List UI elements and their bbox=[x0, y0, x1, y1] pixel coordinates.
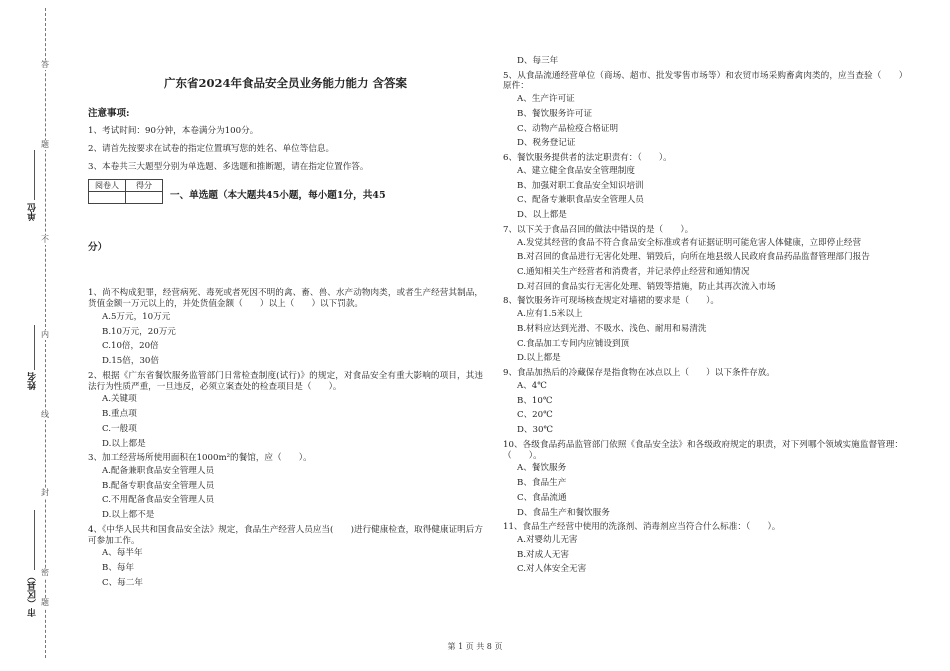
question-option: C.食品加工专间内应铺设到顶 bbox=[517, 338, 630, 349]
score-header: 得分 bbox=[126, 180, 163, 192]
score-cell[interactable] bbox=[126, 192, 163, 204]
question-option: B.配备专职食品安全管理人员 bbox=[102, 480, 215, 491]
question-option: A、每半年 bbox=[102, 548, 143, 559]
question-block bbox=[88, 288, 483, 366]
question-option: B.对成人无害 bbox=[517, 549, 570, 560]
question-stem: 9、食品加热后的冷藏保存是指食物在冰点以上（ ）以下条件存放。 bbox=[503, 368, 775, 379]
question-option: C、配备专兼职食品安全管理人员 bbox=[517, 195, 644, 206]
unit-label: 单位 bbox=[28, 203, 38, 221]
binding-strip bbox=[28, 0, 58, 671]
question-option: A、餐饮服务 bbox=[517, 463, 567, 474]
notice-item: 1、考试时间：90分钟，本卷满分为100分。 bbox=[88, 126, 259, 137]
question-block bbox=[503, 225, 903, 293]
question-block bbox=[88, 453, 483, 521]
reviewer-header: 阅卷人 bbox=[89, 180, 126, 192]
question-option: D、以上都是 bbox=[517, 210, 567, 221]
notice-item: 2、请首先按要求在试卷的指定位置填写您的姓名、单位等信息。 bbox=[88, 143, 335, 154]
question-option: B.10万元，20万元 bbox=[102, 326, 176, 337]
question-option: A.对婴幼儿无害 bbox=[517, 534, 578, 545]
question-block bbox=[503, 71, 903, 149]
left-question-list bbox=[88, 288, 483, 588]
question-stem: 8、餐饮服务许可现场核查规定对墙裙的要求是（ ）。 bbox=[503, 296, 720, 307]
question-block bbox=[503, 153, 903, 221]
unit-fill-line bbox=[34, 150, 35, 200]
binding-char: 答 bbox=[41, 60, 49, 69]
question-stem: 2、根据《广东省餐饮服务监管部门日常检查制度(试行)》的规定，对食品安全有重大影响的项目，其违法行为性质严重，一旦违反，必须立案查处的检查项目是（ ）。 bbox=[88, 370, 483, 392]
reviewer-cell[interactable] bbox=[89, 192, 126, 204]
question-option: D.以上都是 bbox=[517, 353, 561, 364]
question-option: A.关键项 bbox=[102, 394, 137, 405]
question-option: C.通知相关生产经营者和消费者，并记录停止经营和通知情况 bbox=[517, 267, 750, 278]
question-option: B.重点项 bbox=[102, 409, 137, 420]
question-option: C.10倍，20倍 bbox=[102, 341, 159, 352]
question-block bbox=[503, 522, 903, 575]
binding-char: 封 bbox=[41, 488, 49, 497]
question-block bbox=[503, 296, 903, 364]
question-option: B、加强对职工食品安全知识培训 bbox=[517, 180, 644, 191]
question-option: B、10℃ bbox=[517, 395, 553, 406]
question-option: C.一般项 bbox=[102, 423, 137, 434]
question-option: D.对召回的食品实行无害化处理、销毁等措施，防止其再次流入市场 bbox=[517, 281, 776, 292]
question-block bbox=[88, 371, 483, 449]
name-label: 姓名 bbox=[28, 372, 38, 390]
question-option: D、每三年 bbox=[517, 56, 559, 66]
question-option: D.15倍，30倍 bbox=[102, 356, 159, 367]
question-option: A.发觉其经营的食品不符合食品安全标准或者有证据证明可能危害人体健康，立即停止经营 bbox=[517, 237, 862, 248]
question-stem: 11、食品生产经营中使用的洗涤剂、消毒剂应当符合什么标准：（ ）。 bbox=[503, 522, 781, 533]
section-heading-tail: 分） bbox=[88, 242, 108, 254]
right-question-list bbox=[503, 71, 903, 575]
exam-title: 广东省2024年食品安全员业务能力能力 含答案 bbox=[163, 76, 407, 90]
question-option: D、食品生产和餐饮服务 bbox=[517, 507, 610, 518]
question-block bbox=[503, 440, 903, 518]
question-option: B、每年 bbox=[102, 563, 135, 574]
right-column bbox=[503, 56, 903, 579]
question-option: C、每二年 bbox=[102, 577, 143, 588]
question-option: C.不用配备食品安全管理人员 bbox=[102, 495, 215, 506]
question-option: A.5万元，10万元 bbox=[102, 311, 171, 322]
binding-char: 线 bbox=[41, 410, 49, 419]
name-fill-line bbox=[34, 325, 35, 370]
binding-char: 题 bbox=[41, 140, 49, 149]
district-label: 市（区县） bbox=[28, 572, 38, 617]
question-stem: 1、尚不构成犯罪，经营病死、毒死或者死因不明的禽、畜、兽、水产动物肉类，或者生产经营其制品，货值金额一万元以上的，并处货值金额（ ）以上（ ）以下罚款。 bbox=[88, 288, 483, 310]
question-option: C、20℃ bbox=[517, 410, 553, 421]
question-option: A、建立健全食品安全管理制度 bbox=[517, 165, 635, 176]
notice-item: 3、本卷共三大题型分别为单选题、多选题和推断题，请在指定位置作答。 bbox=[88, 161, 369, 172]
question-option: B、食品生产 bbox=[517, 478, 567, 489]
question-block bbox=[88, 525, 483, 589]
question-option: B.对召回的食品进行无害化处理、销毁后，向所在地县级人民政府食品药品监督管理部门报告 bbox=[517, 252, 870, 263]
question-option: C、动物产品检疫合格证明 bbox=[517, 123, 619, 134]
question-stem: 7、以下关于食品召回的做法中错误的是（ ）。 bbox=[503, 224, 694, 235]
question-stem: 10、各级食品药品监管部门依照《食品安全法》和各级政府规定的职责，对下列哪个领域实施监督管理：（ ）。 bbox=[503, 439, 903, 461]
question-option: D.以上都是 bbox=[102, 438, 146, 449]
question-option: A、生产许可证 bbox=[517, 94, 575, 105]
question-block bbox=[503, 368, 903, 436]
binding-char: 内 bbox=[41, 330, 49, 339]
question-stem: 6、餐饮服务提供者的法定职责有：（ ）。 bbox=[503, 153, 672, 164]
question-option: A.应有1.5米以上 bbox=[517, 309, 583, 320]
question-stem: 5、从食品流通经营单位（商场、超市、批发零售市场等）和农贸市场采购畜禽肉类的，应当查验（ ）原件： bbox=[503, 70, 903, 92]
question-option: D.以上都不是 bbox=[102, 510, 155, 521]
binding-char: 题 bbox=[41, 598, 49, 607]
question-option: C、食品流通 bbox=[517, 492, 567, 503]
left-column bbox=[88, 68, 483, 593]
question-option: A.配备兼职食品安全管理人员 bbox=[102, 465, 215, 476]
question-option: B.材料应达到光滑、不吸水、浅色、耐用和易清洗 bbox=[517, 323, 707, 334]
section-heading: 一、单选题（本大题共45小题，每小题1分，共45 bbox=[170, 190, 386, 202]
question-option: C.对人体安全无害 bbox=[517, 564, 587, 575]
question-option: D、30℃ bbox=[517, 425, 554, 436]
notice-heading: 注意事项: bbox=[88, 108, 130, 120]
page-footer: 第 1 页 共 8 页 bbox=[447, 642, 503, 651]
question-option: B、餐饮服务许可证 bbox=[517, 108, 593, 119]
binding-char: 不 bbox=[41, 235, 49, 244]
score-table bbox=[88, 179, 163, 204]
notice-section bbox=[88, 108, 483, 172]
question-option: A、4℃ bbox=[517, 380, 547, 391]
question-option: D、税务登记证 bbox=[517, 138, 576, 149]
district-fill-line bbox=[34, 510, 35, 570]
question-stem: 4、《中华人民共和国食品安全法》规定，食品生产经营人员应当( )进行健康检查，取得健康证明后方可参加工作。 bbox=[88, 524, 483, 546]
binding-char: 密 bbox=[41, 568, 49, 577]
question-stem: 3、加工经营场所使用面积在1000m²的餐馆，应（ ）。 bbox=[88, 453, 312, 464]
